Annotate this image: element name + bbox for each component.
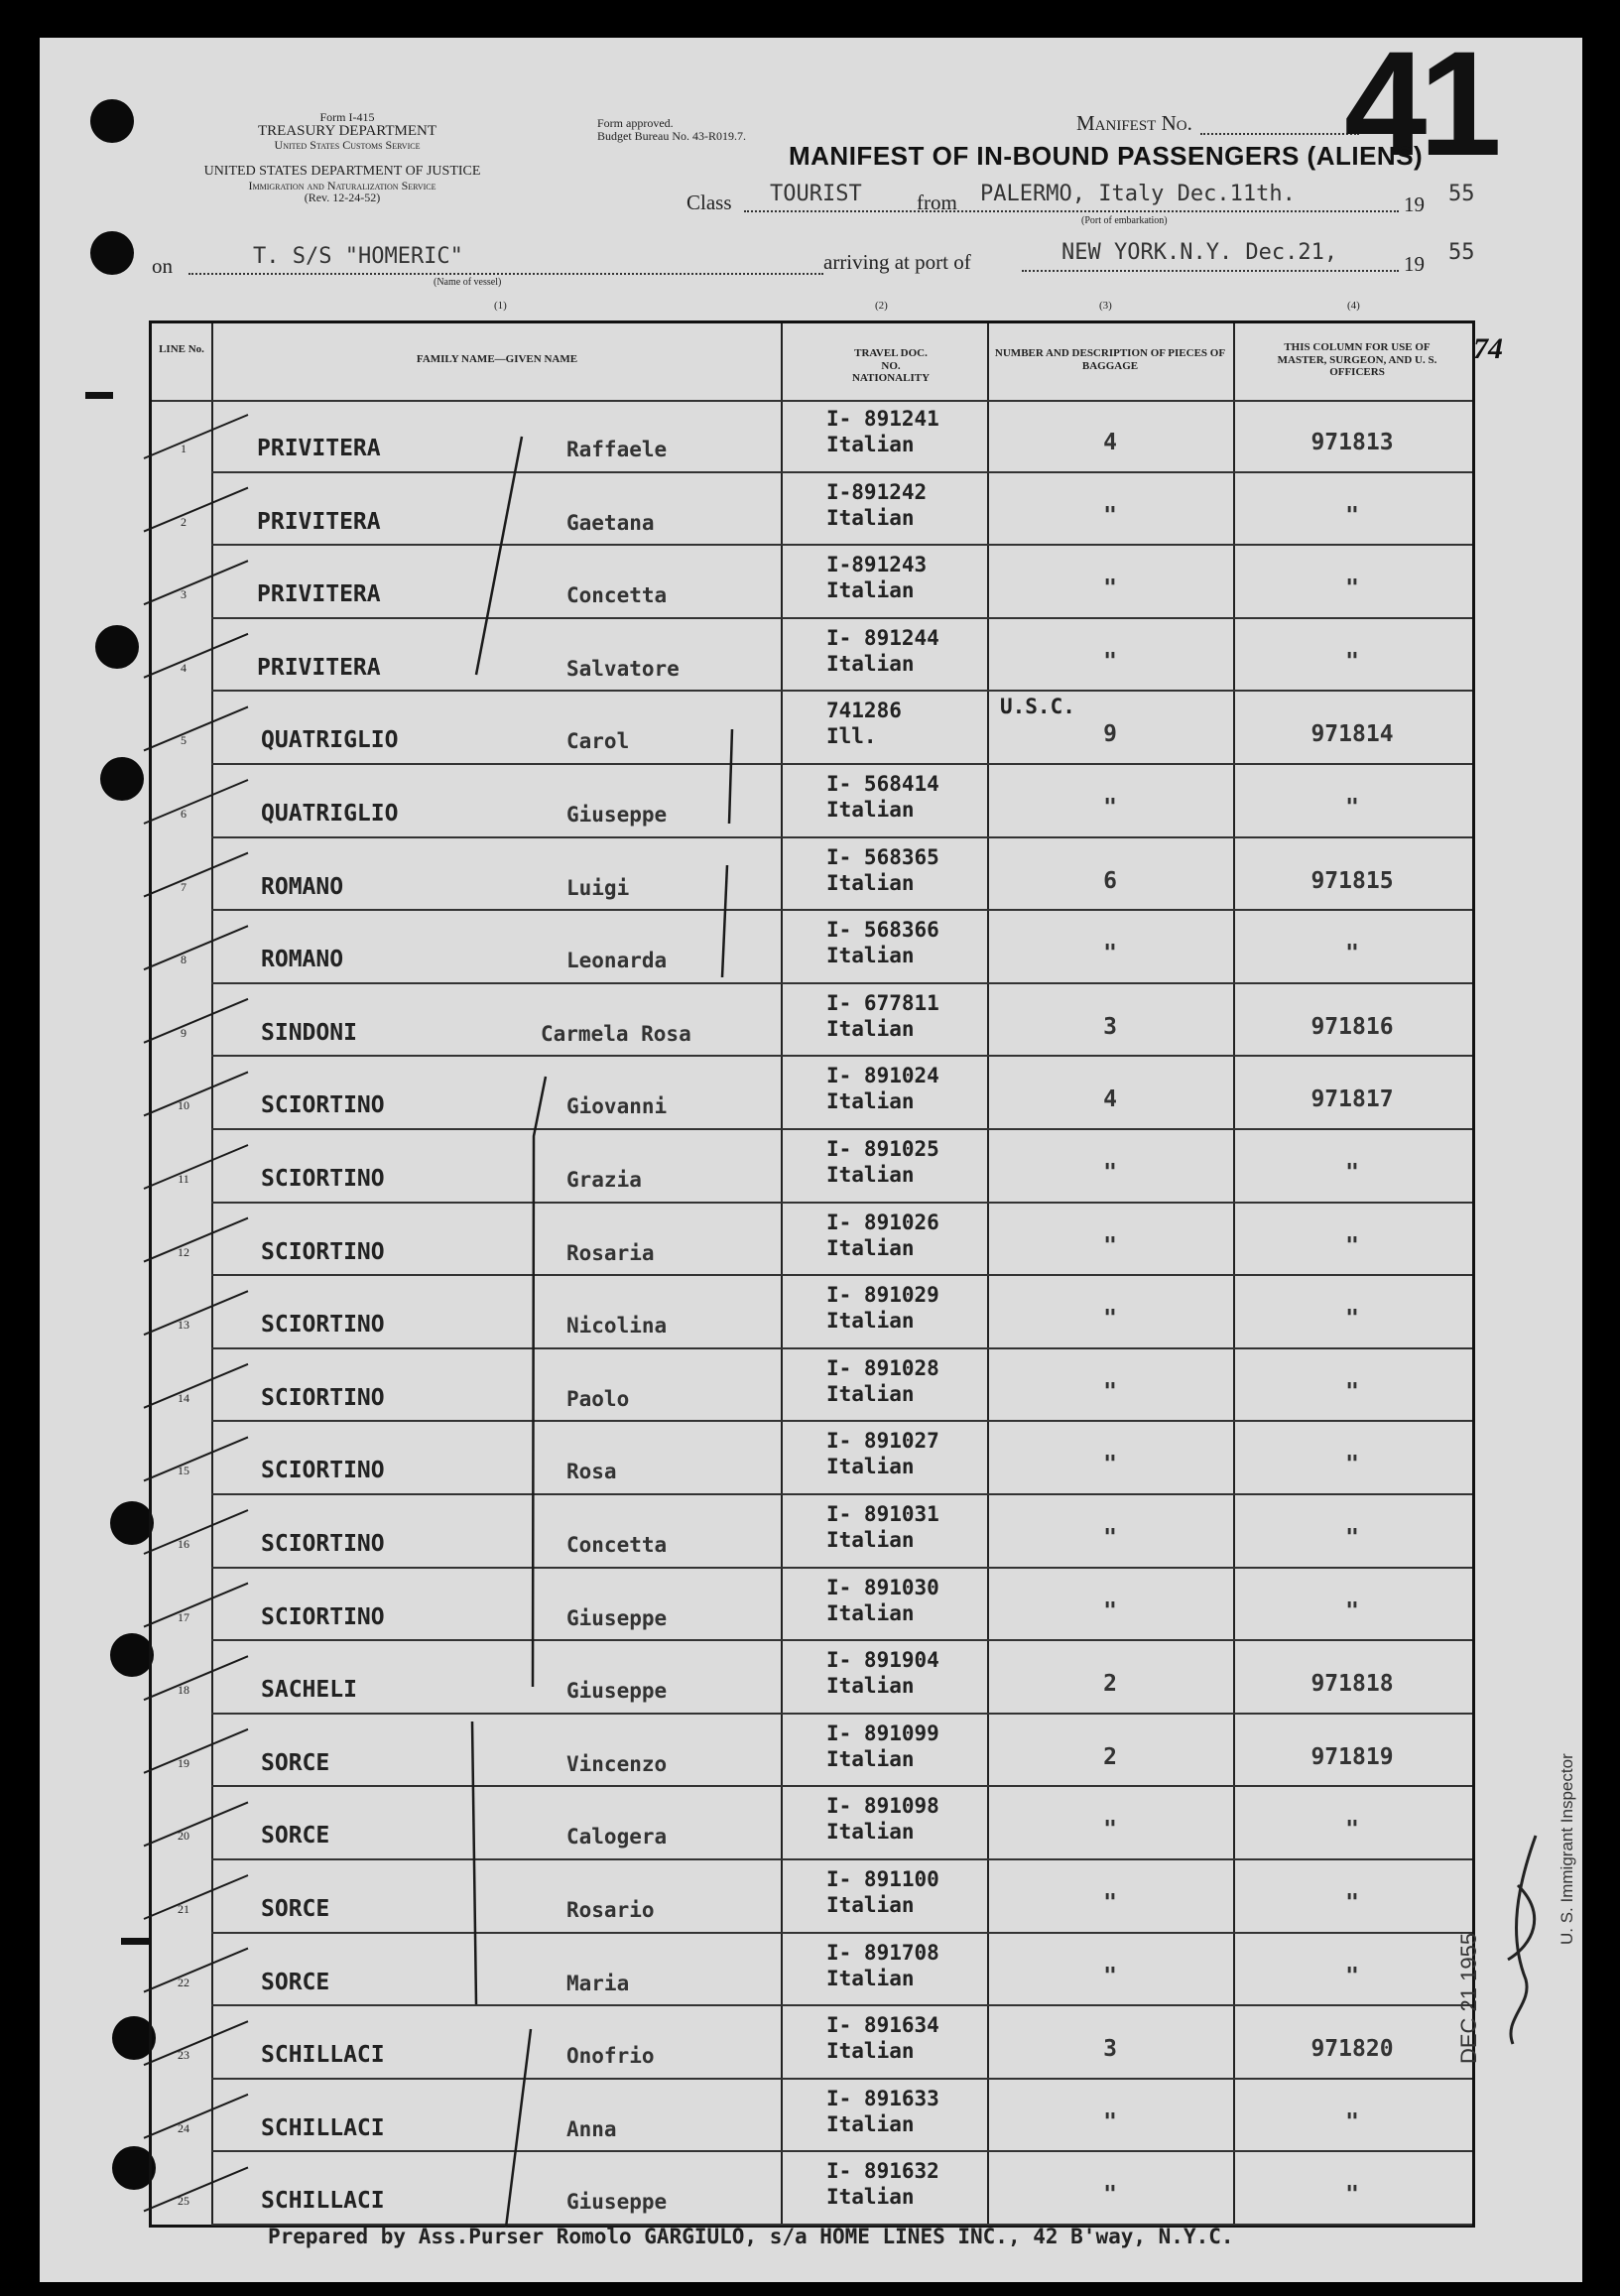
given-name: Nicolina bbox=[566, 1314, 668, 1339]
arriving-line bbox=[1022, 270, 1399, 272]
travel-doc-number: I- 891029 bbox=[826, 1283, 939, 1308]
embark-note: (Port of embarkation) bbox=[1081, 215, 1168, 226]
officer-number: " bbox=[1345, 941, 1359, 967]
nationality: Italian bbox=[826, 2111, 915, 2136]
officer-number: 971816 bbox=[1310, 1013, 1394, 1040]
binder-hole bbox=[110, 1633, 154, 1677]
year-prefix-2: 19 bbox=[1404, 252, 1425, 276]
line-number: 1 bbox=[181, 442, 187, 455]
col-num-2: (2) bbox=[875, 300, 888, 312]
row-divider bbox=[211, 617, 1472, 619]
justice-block bbox=[149, 165, 536, 204]
given-name: Rosario bbox=[566, 1898, 655, 1922]
footer-prepared-by: Prepared by Ass.Purser Romolo GARGIULO, s/a HOME LINES INC., 42 B'way, N.Y.C. bbox=[268, 2225, 1234, 2248]
vessel-line bbox=[188, 273, 823, 275]
inspector-stamp: U. S. Immigrant Inspector bbox=[1558, 1753, 1576, 1945]
officer-number: " bbox=[1345, 795, 1359, 821]
ins: Immigration and Naturalization Service bbox=[248, 178, 436, 192]
line-number: 24 bbox=[178, 2120, 189, 2135]
row-divider bbox=[211, 1274, 1472, 1276]
baggage-count: 4 bbox=[1103, 1086, 1117, 1113]
baggage-count: " bbox=[1103, 1160, 1117, 1186]
baggage-count: " bbox=[1103, 795, 1117, 821]
row-divider bbox=[211, 909, 1472, 911]
family-name: SACHELI bbox=[261, 1677, 357, 1704]
header-divider bbox=[152, 400, 1472, 402]
nationality: Italian bbox=[826, 1381, 915, 1406]
vessel-name: T. S/S "HOMERIC" bbox=[253, 244, 463, 269]
col-header-name: FAMILY NAME—GIVEN NAME bbox=[416, 353, 578, 365]
travel-doc-number: I- 568365 bbox=[826, 844, 939, 869]
nationality: Italian bbox=[826, 651, 915, 676]
line-number: 5 bbox=[181, 733, 187, 748]
family-name: SCIORTINO bbox=[261, 1166, 385, 1192]
line-number: 7 bbox=[181, 879, 187, 894]
travel-doc-number: 741286 bbox=[826, 699, 902, 723]
given-name: Calogera bbox=[566, 1825, 668, 1850]
form-number: Form I-415 bbox=[319, 110, 375, 124]
line-number: 19 bbox=[178, 1755, 189, 1770]
line-number: 12 bbox=[178, 1244, 189, 1259]
travel-doc-number: I- 891031 bbox=[826, 1502, 939, 1526]
row-divider bbox=[211, 1420, 1472, 1422]
travel-doc-number: I- 891028 bbox=[826, 1355, 939, 1380]
line-number: 6 bbox=[181, 807, 187, 821]
line-number: 13 bbox=[178, 1318, 189, 1333]
family-name: PRIVITERA bbox=[257, 654, 381, 681]
nationality: Italian bbox=[826, 1674, 915, 1699]
family-name: SCIORTINO bbox=[261, 1312, 385, 1339]
line-number: 9 bbox=[181, 1025, 187, 1040]
nationality: Italian bbox=[826, 1966, 915, 1990]
row-divider bbox=[211, 1858, 1472, 1860]
nationality: Italian bbox=[826, 2185, 915, 2210]
from-value: PALERMO, Italy Dec.11th. bbox=[980, 182, 1296, 206]
given-name: Paolo bbox=[566, 1386, 630, 1411]
row-divider bbox=[211, 1055, 1472, 1057]
officer-number: " bbox=[1345, 648, 1359, 675]
justice-dept: UNITED STATES DEPARTMENT OF JUSTICE bbox=[203, 164, 481, 179]
col-num-1: (1) bbox=[494, 300, 507, 312]
line-number: 23 bbox=[178, 2048, 189, 2063]
form-block bbox=[198, 111, 496, 152]
officer-number: 971819 bbox=[1310, 1743, 1394, 1770]
given-name: Rosa bbox=[566, 1460, 617, 1484]
family-name: SCIORTINO bbox=[261, 1092, 385, 1119]
date-stamp: DEC 21 1955 bbox=[1456, 1932, 1481, 2064]
class-label: Class bbox=[686, 191, 732, 214]
family-name: SCIORTINO bbox=[261, 1458, 385, 1484]
line-number: 10 bbox=[178, 1098, 189, 1113]
from-label: from bbox=[917, 191, 957, 214]
on-label: on bbox=[152, 254, 173, 278]
manifest-number: 41 bbox=[1344, 20, 1494, 187]
family-name: ROMANO bbox=[261, 873, 344, 900]
baggage-count: " bbox=[1103, 575, 1117, 602]
line-number: 15 bbox=[178, 1464, 189, 1478]
travel-doc-number: I-891242 bbox=[826, 479, 928, 504]
baggage-count: 3 bbox=[1103, 1013, 1117, 1040]
given-name: Raffaele bbox=[566, 438, 668, 461]
nationality: Italian bbox=[826, 1746, 915, 1771]
line-number: 2 bbox=[181, 514, 187, 529]
col-header-line-no: LINE No. bbox=[159, 343, 204, 355]
travel-doc-number: I- 891244 bbox=[826, 625, 939, 650]
baggage-count: 9 bbox=[1103, 721, 1117, 748]
year-from: 55 bbox=[1448, 182, 1475, 206]
given-name: Giuseppe bbox=[566, 1679, 668, 1704]
manifest-no-label: Manifest No. bbox=[1076, 111, 1192, 135]
officer-number: " bbox=[1345, 575, 1359, 602]
baggage-count: " bbox=[1103, 1525, 1117, 1551]
officer-number: " bbox=[1345, 1597, 1359, 1624]
arriving-label: arriving at port of bbox=[823, 250, 971, 274]
nationality: Italian bbox=[826, 1089, 915, 1114]
baggage-count: " bbox=[1103, 502, 1117, 529]
given-name: Giuseppe bbox=[566, 803, 668, 827]
row-divider bbox=[211, 471, 1472, 473]
family-name: SCHILLACI bbox=[261, 2042, 385, 2069]
nationality: Italian bbox=[826, 1528, 915, 1552]
officer-number: " bbox=[1345, 1232, 1359, 1259]
line-number: 17 bbox=[178, 1609, 189, 1624]
passenger-table bbox=[149, 320, 1475, 2228]
row-divider bbox=[211, 1785, 1472, 1787]
row-divider bbox=[211, 1128, 1472, 1130]
officer-number: 971818 bbox=[1310, 1671, 1394, 1698]
family-name: SORCE bbox=[261, 1896, 330, 1922]
line-number: 20 bbox=[178, 1829, 189, 1844]
nationality: Italian bbox=[826, 870, 915, 895]
given-name: Leonarda bbox=[566, 949, 668, 973]
nationality: Italian bbox=[826, 578, 915, 603]
family-name: SCIORTINO bbox=[261, 1603, 385, 1630]
given-name: Salvatore bbox=[566, 656, 680, 681]
row-divider bbox=[211, 982, 1472, 984]
baggage-count: " bbox=[1103, 1306, 1117, 1333]
nationality: Italian bbox=[826, 1820, 915, 1845]
travel-doc-number: I- 891708 bbox=[826, 1940, 939, 1965]
rev-date: (Rev. 12-24-52) bbox=[304, 191, 381, 205]
binder-hole bbox=[100, 757, 144, 801]
given-name: Giuseppe bbox=[566, 2190, 668, 2215]
officer-number: " bbox=[1345, 1963, 1359, 1989]
col-header-officers: THIS COLUMN FOR USE OF MASTER, SURGEON, AND U. S. OFFICERS bbox=[1277, 341, 1437, 379]
officer-number: " bbox=[1345, 1890, 1359, 1916]
baggage-count: " bbox=[1103, 2182, 1117, 2209]
family-name: PRIVITERA bbox=[257, 508, 381, 535]
travel-doc-number: I- 891100 bbox=[826, 1867, 939, 1891]
travel-doc-number: I- 891027 bbox=[826, 1429, 939, 1454]
nationality: Italian bbox=[826, 2039, 915, 2064]
row-divider bbox=[211, 1567, 1472, 1569]
row-divider bbox=[211, 2150, 1472, 2152]
family-name: QUATRIGLIO bbox=[261, 801, 399, 827]
citizen-note: U.S.C. bbox=[1000, 695, 1075, 719]
year-prefix: 19 bbox=[1404, 192, 1425, 216]
manifest-no-line bbox=[1200, 133, 1359, 135]
travel-doc-number: I- 891099 bbox=[826, 1721, 939, 1745]
family-name: SINDONI bbox=[261, 1019, 357, 1046]
line-number: 18 bbox=[178, 1683, 189, 1698]
punch-mark bbox=[85, 392, 113, 399]
given-name: Concetta bbox=[566, 583, 668, 608]
row-divider bbox=[211, 2078, 1472, 2080]
nationality: Italian bbox=[826, 1893, 915, 1917]
row-divider bbox=[211, 690, 1472, 692]
family-name: PRIVITERA bbox=[257, 581, 381, 608]
officer-number: " bbox=[1345, 2182, 1359, 2209]
baggage-count: " bbox=[1103, 1597, 1117, 1624]
customs-service: United States Customs Service bbox=[274, 138, 421, 153]
family-name: ROMANO bbox=[261, 947, 344, 973]
col-header-travel-doc: TRAVEL DOC. NO. NATIONALITY bbox=[851, 347, 931, 385]
travel-doc-number: I- 891030 bbox=[826, 1575, 939, 1599]
class-value: TOURIST bbox=[770, 182, 862, 206]
officer-number: " bbox=[1345, 1817, 1359, 1844]
officer-number: 971817 bbox=[1310, 1086, 1394, 1113]
nationality: Italian bbox=[826, 1235, 915, 1260]
baggage-count: " bbox=[1103, 648, 1117, 675]
family-name: SCIORTINO bbox=[261, 1238, 385, 1265]
row-divider bbox=[211, 544, 1472, 546]
binder-hole bbox=[110, 1501, 154, 1545]
nationality: Italian bbox=[826, 433, 915, 456]
family-name: SCIORTINO bbox=[261, 1531, 385, 1557]
family-name: SCIORTINO bbox=[261, 1384, 385, 1411]
baggage-count: " bbox=[1103, 1817, 1117, 1844]
line-number: 4 bbox=[181, 660, 187, 675]
officer-number: 971815 bbox=[1310, 867, 1394, 894]
travel-doc-number: I- 891098 bbox=[826, 1794, 939, 1819]
row-divider bbox=[211, 1639, 1472, 1641]
travel-doc-number: I- 891632 bbox=[826, 2159, 939, 2184]
row-divider bbox=[211, 836, 1472, 838]
baggage-count: " bbox=[1103, 1378, 1117, 1405]
line-number: 14 bbox=[178, 1390, 189, 1405]
officer-number: 971820 bbox=[1310, 2036, 1394, 2063]
approval-block bbox=[597, 117, 746, 142]
line-number: 25 bbox=[178, 2194, 189, 2209]
year-arrive: 55 bbox=[1448, 240, 1475, 265]
line-number: 8 bbox=[181, 953, 187, 967]
nationality: Italian bbox=[826, 944, 915, 968]
family-name: SORCE bbox=[261, 1823, 330, 1850]
officer-number: " bbox=[1345, 1525, 1359, 1551]
given-name: Onofrio bbox=[566, 2044, 655, 2069]
given-name: Maria bbox=[566, 1971, 630, 1995]
baggage-count: " bbox=[1103, 2108, 1117, 2135]
baggage-count: " bbox=[1103, 1452, 1117, 1478]
travel-doc-number: I- 891633 bbox=[826, 2086, 939, 2110]
officer-number: " bbox=[1345, 1378, 1359, 1405]
given-name: Gaetana bbox=[566, 510, 655, 535]
travel-doc-number: I- 568414 bbox=[826, 772, 939, 796]
row-divider bbox=[211, 1347, 1472, 1349]
line-number: 21 bbox=[178, 1902, 189, 1916]
travel-doc-number: I- 891904 bbox=[826, 1648, 939, 1673]
nationality: Italian bbox=[826, 1600, 915, 1625]
binder-hole bbox=[90, 99, 134, 143]
line-number: 22 bbox=[178, 1975, 189, 1989]
officer-number: " bbox=[1345, 1306, 1359, 1333]
nationality: Italian bbox=[826, 1309, 915, 1334]
given-name: Rosaria bbox=[566, 1240, 655, 1265]
row-divider bbox=[211, 2004, 1472, 2006]
form-approved: Form approved. bbox=[597, 116, 674, 130]
col-num-3: (3) bbox=[1099, 300, 1112, 312]
nationality: Italian bbox=[826, 505, 915, 530]
baggage-count: " bbox=[1103, 941, 1117, 967]
given-name: Giovanni bbox=[566, 1094, 668, 1119]
baggage-count: 4 bbox=[1103, 430, 1117, 455]
given-name: Giuseppe bbox=[566, 1605, 668, 1630]
travel-doc-number: I- 891241 bbox=[826, 407, 939, 431]
budget-bureau: Budget Bureau No. 43-R019.7. bbox=[597, 128, 746, 143]
travel-doc-number: I-891243 bbox=[826, 553, 928, 577]
row-divider bbox=[211, 1493, 1472, 1495]
arriving-value: NEW YORK.N.Y. Dec.21, bbox=[1061, 240, 1338, 265]
row-divider bbox=[211, 1932, 1472, 1934]
nationality: Italian bbox=[826, 1455, 915, 1479]
travel-doc-number: I- 891024 bbox=[826, 1064, 939, 1088]
row-divider bbox=[211, 1713, 1472, 1715]
family-name: SORCE bbox=[261, 1749, 330, 1776]
travel-doc-number: I- 568366 bbox=[826, 918, 939, 943]
binder-hole bbox=[90, 231, 134, 275]
nationality: Ill. bbox=[826, 724, 877, 749]
given-name: Grazia bbox=[566, 1168, 642, 1192]
class-line bbox=[744, 210, 1399, 212]
family-name: SCHILLACI bbox=[261, 2188, 385, 2215]
treasury-dept: TREASURY DEPARTMENT bbox=[257, 122, 437, 139]
officer-number: " bbox=[1345, 502, 1359, 529]
line-number: 3 bbox=[181, 587, 187, 602]
punch-mark bbox=[121, 1938, 149, 1945]
officer-number: " bbox=[1345, 1452, 1359, 1478]
nationality: Italian bbox=[826, 1016, 915, 1041]
baggage-count: " bbox=[1103, 1963, 1117, 1989]
nationality: Italian bbox=[826, 798, 915, 822]
manifest-title: MANIFEST OF IN-BOUND PASSENGERS (ALIENS) bbox=[789, 141, 1424, 171]
given-name: Concetta bbox=[566, 1533, 668, 1557]
travel-doc-number: I- 891026 bbox=[826, 1210, 939, 1234]
officer-number: 971813 bbox=[1310, 430, 1394, 455]
baggage-count: 6 bbox=[1103, 867, 1117, 894]
family-name: SORCE bbox=[261, 1969, 330, 1995]
family-name: SCHILLACI bbox=[261, 2114, 385, 2141]
travel-doc-number: I- 677811 bbox=[826, 990, 939, 1015]
travel-doc-number: I- 891634 bbox=[826, 2013, 939, 2038]
page-mark: 74 bbox=[1473, 332, 1503, 365]
officer-number: " bbox=[1345, 1160, 1359, 1186]
family-name: PRIVITERA bbox=[257, 436, 381, 461]
row-divider bbox=[211, 763, 1472, 765]
baggage-count: 2 bbox=[1103, 1671, 1117, 1698]
travel-doc-number: I- 891025 bbox=[826, 1137, 939, 1161]
row-divider bbox=[211, 1202, 1472, 1204]
baggage-count: 2 bbox=[1103, 1743, 1117, 1770]
given-name: Carmela Rosa bbox=[541, 1021, 691, 1046]
given-name: Anna bbox=[566, 2116, 617, 2141]
line-number: 11 bbox=[178, 1172, 189, 1186]
officer-number: 971814 bbox=[1310, 721, 1394, 748]
officer-number: " bbox=[1345, 2108, 1359, 2135]
given-name: Luigi bbox=[566, 875, 630, 900]
vessel-note: (Name of vessel) bbox=[434, 277, 502, 288]
baggage-count: " bbox=[1103, 1232, 1117, 1259]
nationality: Italian bbox=[826, 1163, 915, 1187]
baggage-count: 3 bbox=[1103, 2036, 1117, 2063]
given-name: Carol bbox=[566, 729, 630, 754]
col-header-baggage: NUMBER AND DESCRIPTION OF PIECES OF BAGGAGE bbox=[994, 347, 1226, 372]
col-num-4: (4) bbox=[1347, 300, 1360, 312]
baggage-count: " bbox=[1103, 1890, 1117, 1916]
binder-hole bbox=[95, 625, 139, 669]
line-number: 16 bbox=[178, 1537, 189, 1551]
given-name: Vincenzo bbox=[566, 1751, 668, 1776]
family-name: QUATRIGLIO bbox=[261, 727, 399, 754]
